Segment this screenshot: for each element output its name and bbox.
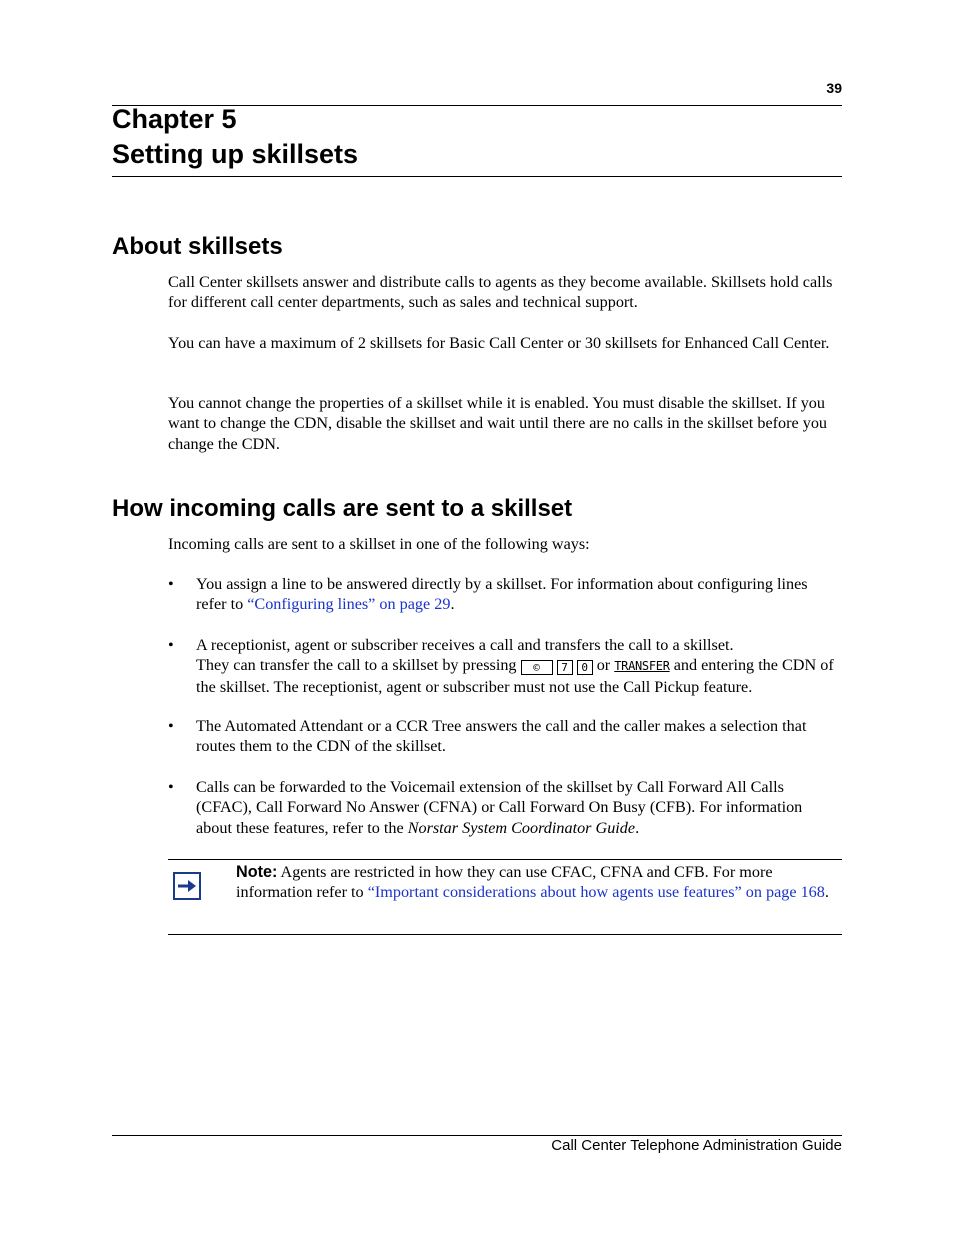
transfer-softkey: TRANSFER bbox=[614, 659, 670, 674]
chapter-number: Chapter 5 bbox=[112, 104, 237, 134]
note-box bbox=[168, 859, 842, 935]
feature-key-icon: © bbox=[521, 660, 553, 675]
list-item-text: Calls can be forwarded to the Voicemail extension of the skillset by Call Forward All Calls (CFAC), Call Forward No Answer (CFNA) or Call Forward On Busy (CFB). For information about these features, refer to the Norstar System Coordinator Guide. bbox=[196, 778, 803, 837]
bullet-marker: • bbox=[168, 717, 174, 735]
section-heading-about: About skillsets bbox=[112, 233, 283, 260]
list-item-text: You assign a line to be answered directly by a skillset. For information about configuring lines refer to “Configuring lines” on page 29. bbox=[196, 575, 808, 614]
incoming-intro: Incoming calls are sent to a skillset in one of the following ways: bbox=[168, 535, 590, 553]
guide-title: Norstar System Coordinator Guide bbox=[407, 818, 636, 837]
note-label: Note: bbox=[236, 863, 278, 881]
section-heading-incoming: How incoming calls are sent to a skillset bbox=[112, 495, 573, 522]
footer-rule bbox=[112, 1135, 842, 1136]
key-0: 0 bbox=[577, 660, 593, 675]
chapter-title bbox=[112, 102, 358, 172]
key-7: 7 bbox=[557, 660, 573, 675]
about-paragraph-3: You cannot change the properties of a skillset while it is enabled. You must disable the skillset. If you want to change the CDN, disable the skillset and wait until there are no calls in the skillset before you change the CDN. bbox=[168, 394, 828, 453]
chapter-bottom-rule bbox=[112, 176, 842, 177]
list-item bbox=[168, 777, 842, 838]
important-considerations-link[interactable]: “Important considerations about how agents use features” on page 168 bbox=[367, 883, 825, 902]
footer-title: Call Center Telephone Administration Guide bbox=[551, 1137, 842, 1154]
list-item-text: A receptionist, agent or subscriber receives a call and transfers the call to a skillset. They can transfer the call to a skillset by pressing © 7 0 or TRANSFER and entering the CDN of the skillset. The receptionist, agent or subscriber must not use the Call Pickup feature. bbox=[196, 636, 834, 696]
bullet-marker: • bbox=[168, 575, 174, 593]
arrow-right-icon bbox=[173, 872, 201, 900]
page-number: 39 bbox=[826, 80, 842, 96]
about-paragraph-2: You can have a maximum of 2 skillsets for Basic Call Center or 30 skillsets for Enhanced Call Center. bbox=[168, 334, 830, 352]
configuring-lines-link[interactable]: “Configuring lines” on page 29 bbox=[247, 595, 451, 614]
bullet-marker: • bbox=[168, 636, 174, 654]
note-text: Note: Agents are restricted in how they can use CFAC, CFNA and CFB. For more information refer to “Important considerations about how agents use features” on page 168. bbox=[236, 863, 829, 902]
list-item bbox=[168, 716, 842, 757]
list-item-text: The Automated Attendant or a CCR Tree answers the call and the caller makes a selection that routes them to the CDN of the skillset. bbox=[196, 717, 807, 756]
bullet-marker: • bbox=[168, 778, 174, 796]
chapter-name: Setting up skillsets bbox=[112, 139, 359, 169]
list-item bbox=[168, 635, 842, 697]
about-paragraph-1: Call Center skillsets answer and distribute calls to agents as they become available. Skillsets hold calls for different call center departments, such as sales and technical support. bbox=[168, 273, 833, 312]
list-item bbox=[168, 574, 842, 615]
